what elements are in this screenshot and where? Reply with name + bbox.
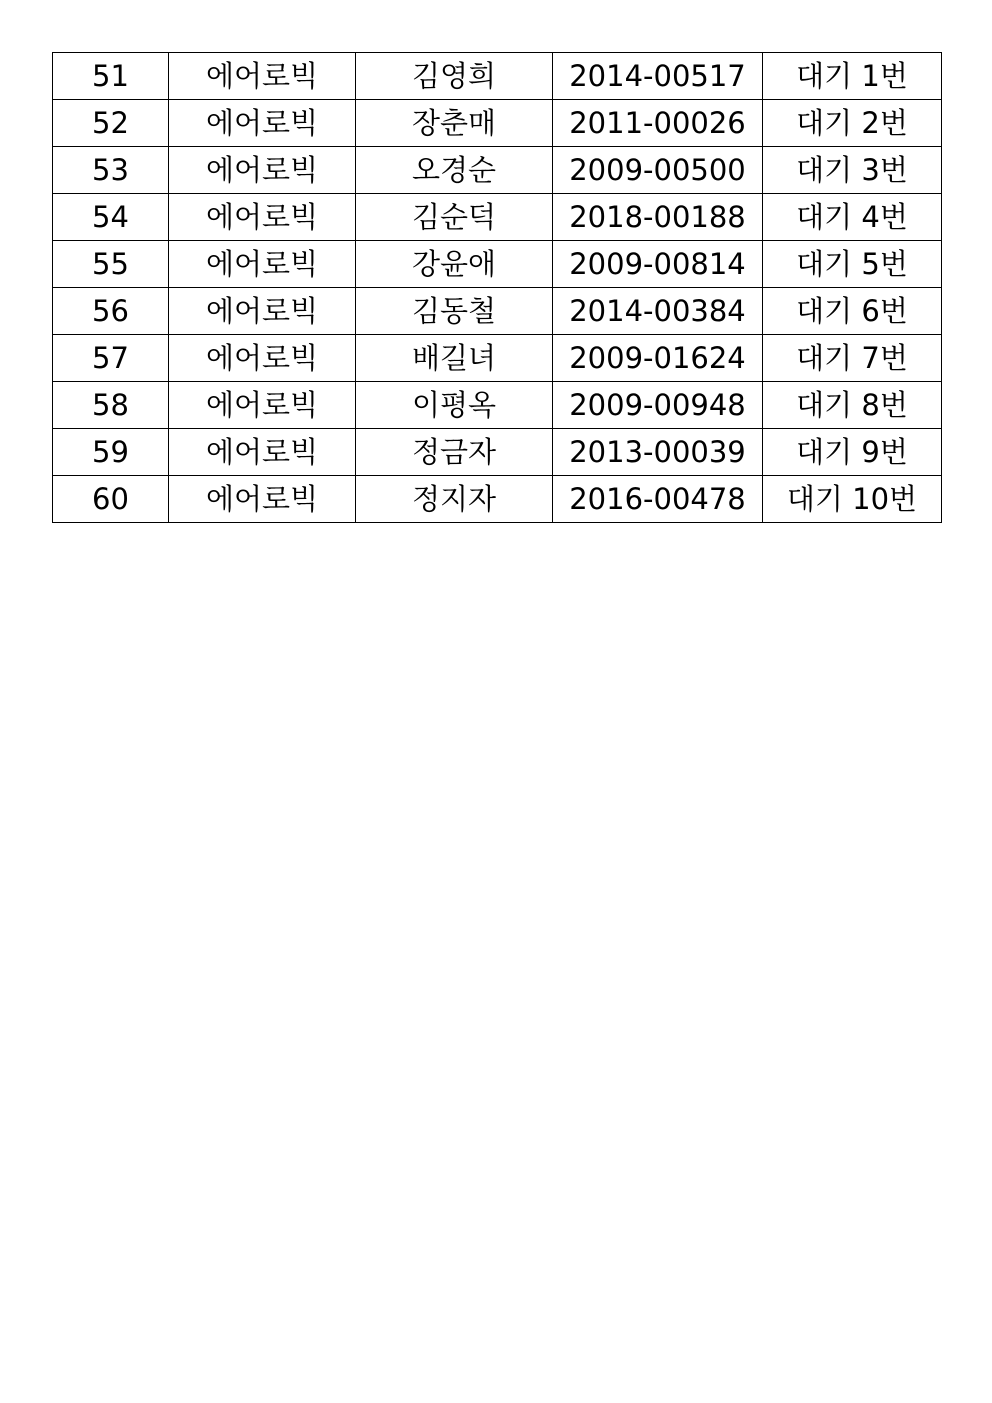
program-cell: 에어로빅 — [169, 382, 356, 429]
table-row — [53, 147, 942, 194]
program-cell: 에어로빅 — [169, 476, 356, 523]
program-cell: 에어로빅 — [169, 194, 356, 241]
table-row — [53, 476, 942, 523]
table-row — [53, 100, 942, 147]
member-id-cell: 2009-00814 — [553, 241, 763, 288]
waitlist-table-body — [53, 53, 942, 523]
member-name-cell: 오경순 — [356, 147, 553, 194]
waitlist-status-cell: 대기 7번 — [763, 335, 942, 382]
waitlist-status-cell: 대기 4번 — [763, 194, 942, 241]
member-name-cell: 김영희 — [356, 53, 553, 100]
program-cell: 에어로빅 — [169, 100, 356, 147]
row-number-cell: 60 — [53, 476, 169, 523]
waitlist-status-cell: 대기 3번 — [763, 147, 942, 194]
row-number-cell: 53 — [53, 147, 169, 194]
member-id-cell: 2009-00948 — [553, 382, 763, 429]
waitlist-status-cell: 대기 6번 — [763, 288, 942, 335]
program-cell: 에어로빅 — [169, 53, 356, 100]
table-row — [53, 194, 942, 241]
member-id-cell: 2018-00188 — [553, 194, 763, 241]
table-row — [53, 335, 942, 382]
member-name-cell: 김동철 — [356, 288, 553, 335]
member-id-cell: 2009-00500 — [553, 147, 763, 194]
waitlist-status-cell: 대기 9번 — [763, 429, 942, 476]
table-row — [53, 288, 942, 335]
row-number-cell: 51 — [53, 53, 169, 100]
program-cell: 에어로빅 — [169, 288, 356, 335]
program-cell: 에어로빅 — [169, 147, 356, 194]
program-cell: 에어로빅 — [169, 335, 356, 382]
row-number-cell: 55 — [53, 241, 169, 288]
member-name-cell: 배길녀 — [356, 335, 553, 382]
member-id-cell: 2014-00517 — [553, 53, 763, 100]
waitlist-table — [52, 52, 942, 523]
row-number-cell: 56 — [53, 288, 169, 335]
member-id-cell: 2014-00384 — [553, 288, 763, 335]
table-row — [53, 429, 942, 476]
table-row — [53, 53, 942, 100]
row-number-cell: 52 — [53, 100, 169, 147]
row-number-cell: 59 — [53, 429, 169, 476]
waitlist-status-cell: 대기 10번 — [763, 476, 942, 523]
member-name-cell: 정금자 — [356, 429, 553, 476]
row-number-cell: 54 — [53, 194, 169, 241]
table-row — [53, 241, 942, 288]
member-id-cell: 2016-00478 — [553, 476, 763, 523]
member-id-cell: 2013-00039 — [553, 429, 763, 476]
waitlist-status-cell: 대기 8번 — [763, 382, 942, 429]
member-name-cell: 장춘매 — [356, 100, 553, 147]
member-name-cell: 김순덕 — [356, 194, 553, 241]
program-cell: 에어로빅 — [169, 429, 356, 476]
member-name-cell: 정지자 — [356, 476, 553, 523]
member-name-cell: 강윤애 — [356, 241, 553, 288]
waitlist-status-cell: 대기 2번 — [763, 100, 942, 147]
table-row — [53, 382, 942, 429]
row-number-cell: 58 — [53, 382, 169, 429]
member-id-cell: 2011-00026 — [553, 100, 763, 147]
member-id-cell: 2009-01624 — [553, 335, 763, 382]
row-number-cell: 57 — [53, 335, 169, 382]
member-name-cell: 이평옥 — [356, 382, 553, 429]
program-cell: 에어로빅 — [169, 241, 356, 288]
waitlist-status-cell: 대기 5번 — [763, 241, 942, 288]
waitlist-status-cell: 대기 1번 — [763, 53, 942, 100]
